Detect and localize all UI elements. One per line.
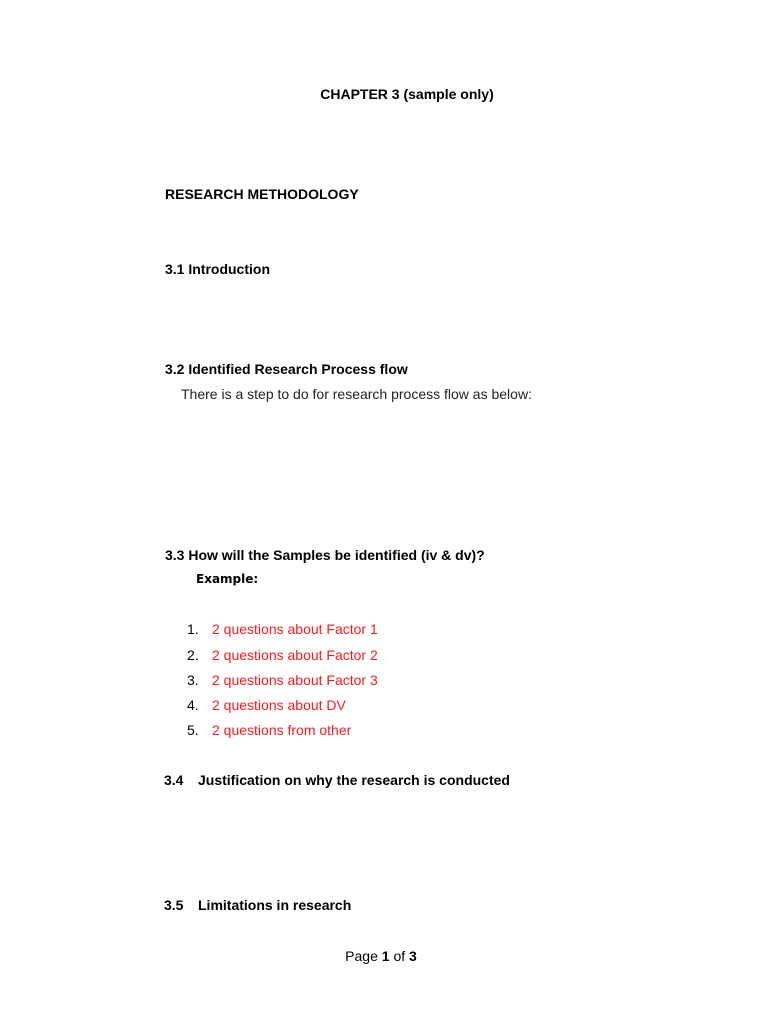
section-number: 3.4 [164, 772, 184, 788]
process-flow-text: There is a step to do for research process flow as below: [181, 386, 532, 402]
list-item-number: 2. [187, 647, 199, 663]
list-item-number: 5. [187, 722, 199, 738]
main-heading: RESEARCH METHODOLOGY [165, 186, 359, 202]
of-label: of [393, 948, 406, 964]
list-item-number: 4. [187, 697, 199, 713]
list-item-number: 3. [187, 672, 199, 688]
chapter-title: CHAPTER 3 (sample only) [320, 86, 494, 102]
section-title: Limitations in research [198, 897, 352, 913]
section-heading-process-flow: 3.2 Identified Research Process flow [165, 361, 408, 377]
example-label: Example: [196, 572, 259, 586]
section-heading-samples: 3.3 How will the Samples be identified (iv & dv)? [165, 547, 485, 563]
section-title: Justification on why the research is conducted [198, 772, 510, 788]
section-heading-intro: 3.1 Introduction [165, 261, 270, 277]
list-item-text: 2 questions about Factor 1 [212, 621, 378, 637]
page-label: Page [345, 948, 378, 964]
list-item-text: 2 questions about Factor 3 [212, 672, 378, 688]
page-footer [0, 948, 762, 964]
list-item-text: 2 questions from other [212, 722, 352, 738]
list-item-text: 2 questions about DV [212, 697, 346, 713]
section-number: 3.5 [164, 897, 184, 913]
page-current: 1 [381, 948, 390, 964]
list-item-text: 2 questions about Factor 2 [212, 647, 378, 663]
page-total: 3 [409, 948, 417, 964]
list-item-number: 1. [187, 621, 199, 637]
